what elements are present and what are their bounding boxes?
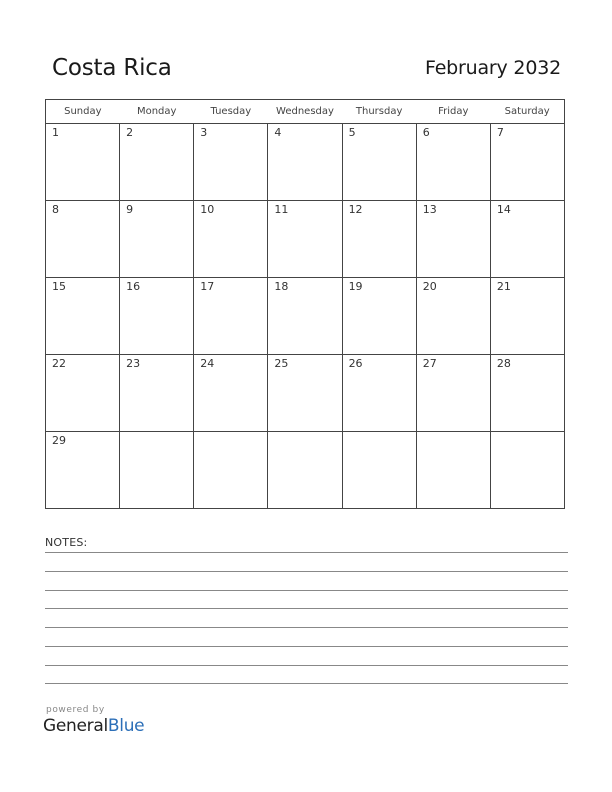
day-number: 14 <box>496 203 511 216</box>
day-cell <box>120 278 194 355</box>
weekday-monday: Monday <box>120 100 194 124</box>
week-row <box>46 432 565 509</box>
day-cell <box>194 201 268 278</box>
day-number: 20 <box>422 280 437 293</box>
brand-name-blue: Blue <box>107 716 145 736</box>
day-cell <box>416 355 490 432</box>
day-number: 24 <box>200 357 215 370</box>
day-number: 26 <box>348 357 363 370</box>
day-cell <box>120 124 194 201</box>
weekday-tuesday: Tuesday <box>194 100 268 124</box>
note-line <box>45 627 568 628</box>
day-cell <box>416 201 490 278</box>
day-number <box>120 432 193 434</box>
calendar-grid <box>45 99 565 509</box>
day-number: 15 <box>52 280 66 293</box>
day-number: 5 <box>348 126 356 139</box>
day-cell <box>46 278 120 355</box>
day-number: 17 <box>200 280 215 293</box>
day-cell <box>490 124 564 201</box>
day-number: 25 <box>274 357 289 370</box>
day-number: 2 <box>126 126 134 139</box>
day-cell <box>342 355 416 432</box>
day-cell <box>342 201 416 278</box>
weekday-friday: Friday <box>416 100 490 124</box>
day-cell <box>490 278 564 355</box>
day-number: 18 <box>274 280 289 293</box>
day-number: 8 <box>52 203 59 216</box>
day-cell <box>342 124 416 201</box>
day-number: 13 <box>422 203 437 216</box>
day-number: 10 <box>200 203 215 216</box>
week-row <box>46 278 565 355</box>
note-line <box>45 608 568 609</box>
day-cell <box>416 278 490 355</box>
weekday-wednesday: Wednesday <box>268 100 342 124</box>
day-number: 7 <box>496 126 504 139</box>
day-cell <box>490 201 564 278</box>
brand-name <box>43 716 144 736</box>
day-cell <box>490 355 564 432</box>
day-cell <box>416 124 490 201</box>
day-cell <box>120 201 194 278</box>
day-cell <box>194 124 268 201</box>
day-number <box>268 432 341 434</box>
day-number: 12 <box>348 203 363 216</box>
day-number: 19 <box>348 280 363 293</box>
day-cell <box>268 355 342 432</box>
day-number <box>194 432 267 434</box>
brand-logo <box>43 704 144 736</box>
day-cell <box>268 278 342 355</box>
weekday-thursday: Thursday <box>342 100 416 124</box>
day-cell <box>120 355 194 432</box>
weekday-sunday: Sunday <box>46 100 120 124</box>
day-number <box>343 432 416 434</box>
day-cell <box>194 432 268 509</box>
week-row <box>46 201 565 278</box>
weekday-header-row <box>46 100 565 124</box>
day-cell <box>194 355 268 432</box>
brand-name-general: General <box>43 716 108 736</box>
day-number <box>491 432 564 434</box>
day-number: 4 <box>274 126 282 139</box>
note-line <box>45 590 568 591</box>
day-number: 11 <box>274 203 289 216</box>
notes-section <box>45 536 568 550</box>
day-cell <box>268 124 342 201</box>
day-number: 22 <box>52 357 66 370</box>
week-row <box>46 355 565 432</box>
day-cell <box>120 432 194 509</box>
weekday-saturday: Saturday <box>490 100 564 124</box>
day-cell <box>268 201 342 278</box>
note-line <box>45 665 568 666</box>
day-cell <box>46 201 120 278</box>
note-line <box>45 683 568 684</box>
day-cell <box>490 432 564 509</box>
day-number: 9 <box>126 203 134 216</box>
note-line <box>45 552 568 553</box>
day-cell <box>46 432 120 509</box>
notes-label: NOTES: <box>45 536 88 549</box>
day-number: 6 <box>422 126 430 139</box>
day-number: 28 <box>496 357 511 370</box>
day-cell <box>268 432 342 509</box>
powered-by-text: powered by <box>46 705 105 715</box>
day-cell <box>342 432 416 509</box>
day-cell <box>46 355 120 432</box>
note-line <box>45 571 568 572</box>
day-number: 27 <box>422 357 437 370</box>
calendar-country-title: Costa Rica <box>52 55 172 81</box>
day-cell <box>342 278 416 355</box>
note-line <box>45 646 568 647</box>
day-number: 21 <box>496 280 511 293</box>
day-number: 3 <box>200 126 208 139</box>
day-number: 29 <box>52 434 66 447</box>
day-number: 16 <box>126 280 141 293</box>
day-number: 1 <box>52 126 59 139</box>
day-cell <box>416 432 490 509</box>
day-number: 23 <box>126 357 141 370</box>
day-cell <box>46 124 120 201</box>
day-cell <box>194 278 268 355</box>
calendar-month-title: February 2032 <box>425 57 561 79</box>
week-row <box>46 124 565 201</box>
day-number <box>417 432 490 434</box>
